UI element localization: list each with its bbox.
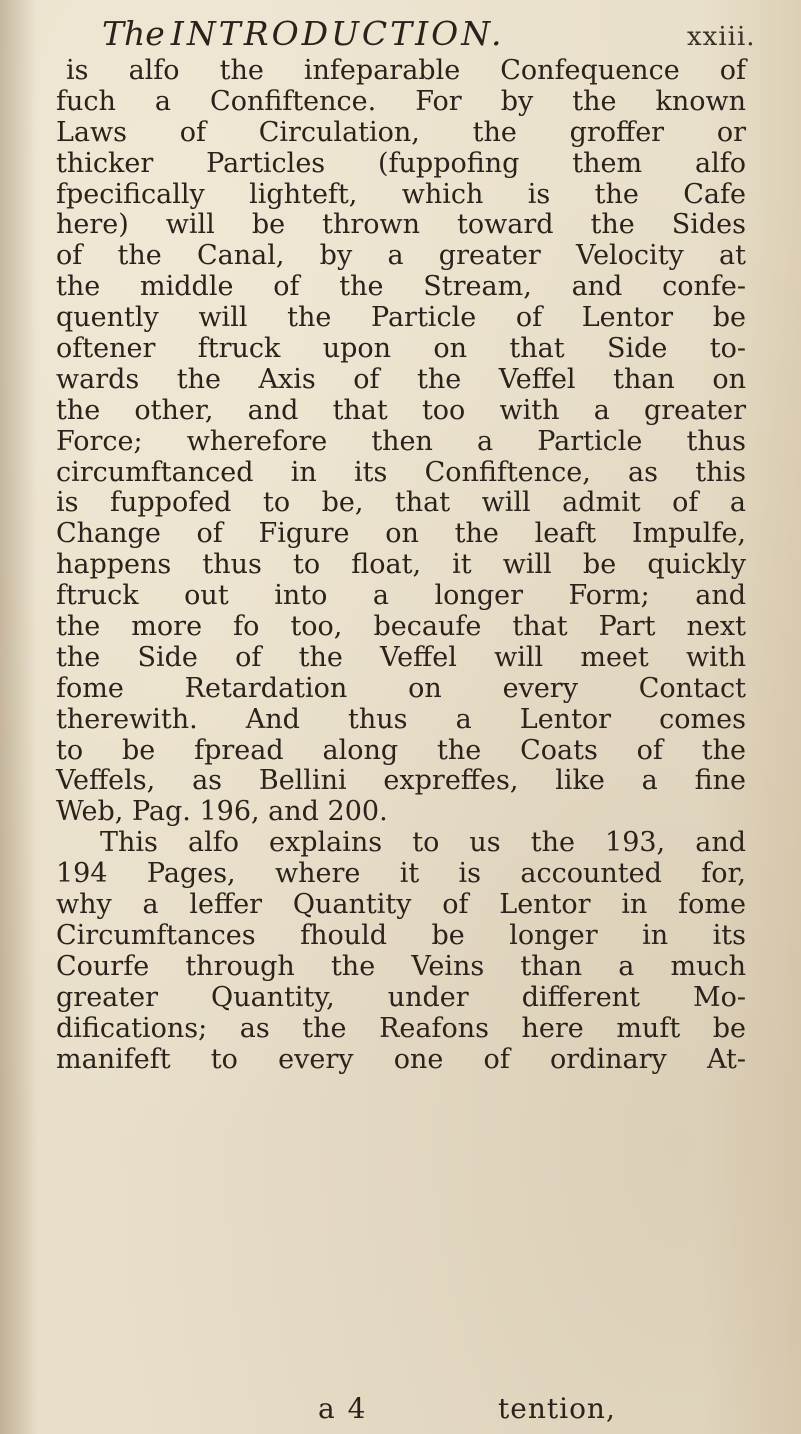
text-line: is fuppofed to be, that will admit of a [56, 487, 746, 519]
gutter-shadow [0, 0, 36, 1434]
text-line: to be fpread along the Coats of the [56, 734, 746, 766]
text-line: the Side of the Veffel will meet with [56, 641, 746, 673]
paragraph-start-line: This alfo explains to us the 193, and [100, 827, 746, 859]
text-line: Circumftances fhould be longer in its [56, 919, 746, 951]
catchword: tention, [498, 1392, 616, 1425]
text-line: Courfe through the Veins than a much [56, 950, 746, 982]
text-line: the middle of the Stream, and confe- [56, 271, 746, 303]
text-line: fuch a Confiftence. For by the known [56, 85, 746, 117]
running-head-title: INTRODUCTION. [170, 14, 505, 53]
text-line: Web, Pag. 196, and 200. [56, 796, 388, 828]
page-number: xxiii. [687, 22, 756, 52]
text-line: why a leffer Quantity of Lentor in fome [56, 889, 746, 921]
running-head-prefix: The [102, 14, 165, 53]
text-line: happens thus to float, it will be quickly [56, 549, 746, 581]
text-line: Laws of Circulation, the groffer or [56, 116, 746, 148]
text-line: of the Canal, by a greater Velocity at [56, 240, 746, 272]
text-line: the other, and that too with a greater [56, 394, 746, 426]
text-line: fome Retardation on every Contact [56, 672, 746, 704]
text-line: Change of Figure on the leaft Impulfe, [56, 518, 746, 550]
text-line: therewith. And thus a Lentor comes [56, 703, 746, 735]
signature-mark: a 4 [318, 1392, 368, 1425]
text-line: the more fo too, becaufe that Part next [56, 611, 746, 643]
text-line: oftener ftruck upon on that Side to- [56, 333, 746, 365]
text-line: greater Quantity, under different Mo- [56, 981, 746, 1013]
text-line: quently will the Particle of Lentor be [56, 302, 746, 334]
text-line: fpecifically lighteft, which is the Cafe [56, 178, 746, 210]
text-line: Force; wherefore then a Particle thus [56, 425, 746, 457]
text-line: ftruck out into a longer Form; and [56, 580, 746, 612]
text-line: thicker Particles (fuppofing them alfo [56, 147, 746, 179]
text-line: here) will be thrown toward the Sides [56, 209, 746, 241]
text-line: wards the Axis of the Veffel than on [56, 363, 746, 395]
text-line: is alfo the infeparable Confequence of [66, 55, 746, 86]
page-header [102, 14, 782, 58]
text-line: circumftanced in its Confiftence, as this [56, 456, 746, 488]
running-head [102, 14, 505, 53]
text-line: Veffels, as Bellini expreffes, like a fine [56, 765, 746, 797]
text-line: difications; as the Reafons here muft be [56, 1012, 746, 1044]
text-line: 194 Pages, where it is accounted for, [56, 858, 746, 890]
text-line: manifeft to every one of ordinary At- [56, 1043, 746, 1075]
body-text [56, 56, 746, 1075]
